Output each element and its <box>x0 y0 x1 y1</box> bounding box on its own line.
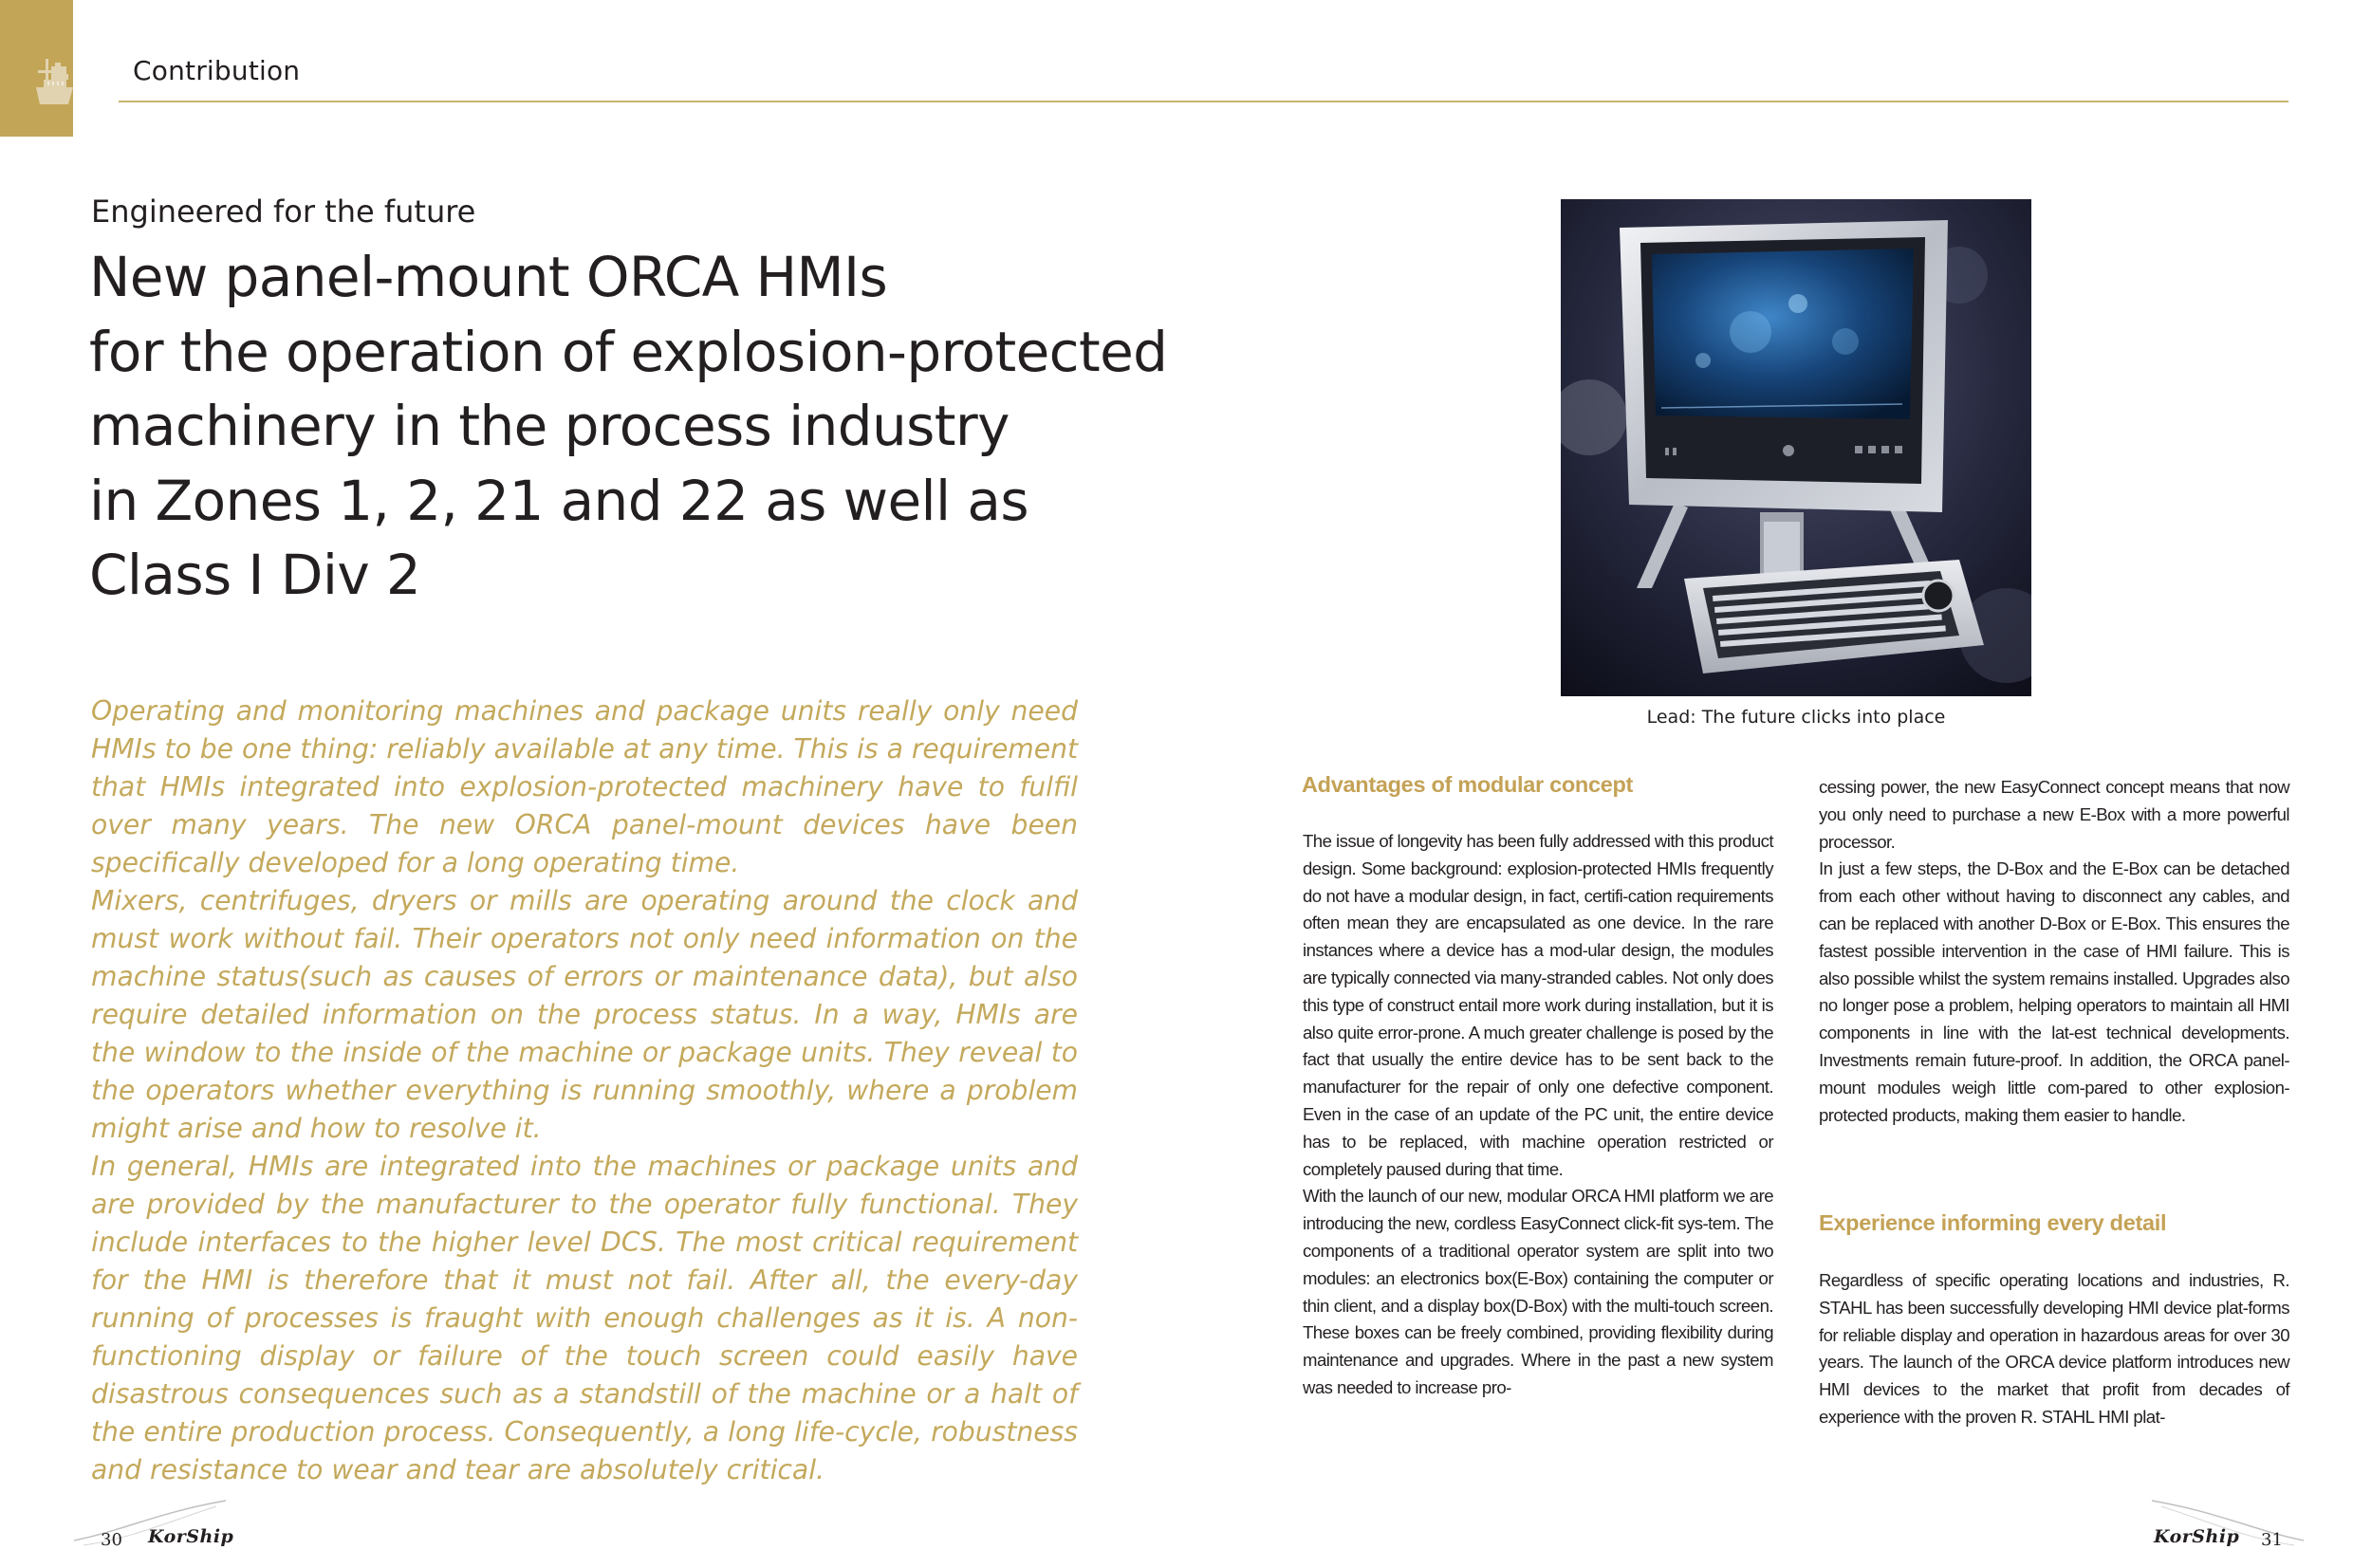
body-paragraph: The issue of longevity has been fully addressed with this product design. Some background: explosion-protected HMIs frequently do not have a modular design, in fact, certifi-cation requirements often mean they are encapsulated as one device. In the rare instances where a device has a mod-ular design, the modules are typically connected via many-stranded cables. Not only does this type of construct entail more work during installation, but it is also quite error-prone. A much greater challenge is posed by the fact that usually the entire device has to be sent back to the manufacturer for the repair of only one defective component. Even in the case of an update of the PC unit, the entire device has to be replaced, with machine operation restricted or completely paused during that time. <box>1303 831 1773 1179</box>
page-number-left: 30 <box>101 1530 122 1550</box>
lead-paragraph: Operating and monitoring machines and package units really only need HMIs to be one thing: reliably available at any time. This is a requirement that HMIs integrated into explosion-protected machinery have to fulfil over many years. The new ORCA panel-mount devices have been specifically developed for a long operating time. <box>91 695 1078 878</box>
article-kicker: Engineered for the future <box>91 194 476 230</box>
header-gold-tab <box>0 0 73 137</box>
lead-paragraph: In general, HMIs are integrated into the machines or package units and are provided by the manufacturer to the operator fully functional. They include interfaces to the higher level DCS. The most critical requirement for the HMI is therefore that it must not fail. After all, the every-day running of processes is fraught with enough challenges as it is. A non-functioning display or failure of the touch screen could easily have disastrous consequences such as a standstill of the machine or a halt of the entire production process. Consequently, a long life-cycle, robustness and resistance to wear and tear are absolutely critical. <box>91 1151 1078 1485</box>
body-column-1 <box>1303 828 1773 1402</box>
headline-line: New panel-mount ORCA HMIs <box>89 245 888 309</box>
korship-logo: KorShip <box>148 1526 234 1547</box>
section-heading: Experience informing every detail <box>1819 1210 2167 1235</box>
headline-line: machinery in the process industry <box>89 394 1010 458</box>
section-label: Contribution <box>133 55 301 86</box>
headline-line: for the operation of explosion-protected <box>89 319 1168 384</box>
header-divider <box>119 101 2288 102</box>
body-paragraph: cessing power, the new EasyConnect concept means that now you only need to purchase a new E-Box with a more powerful processor. <box>1819 777 2289 852</box>
article-headline <box>89 240 1168 613</box>
body-paragraph: Regardless of specific operating locations and industries, R. STAHL has been successfully developing HMI device plat-forms for reliable display and operation in hazardous areas for over 30 years. The launch of the ORCA device platform introduces new HMI devices to the market that profit from decades of experience with the proven R. STAHL HMI plat- <box>1819 1270 2289 1427</box>
body-column-2-continued <box>1819 1267 2289 1431</box>
body-column-2 <box>1819 774 2289 1129</box>
korship-logo: KorShip <box>2154 1526 2240 1547</box>
body-paragraph: In just a few steps, the D-Box and the E-Box can be detached from each other without having to disconnect any cables, and can be replaced with another D-Box or E-Box. This ensures the fastest possible intervention in the case of HMI failure. This is also possible whilst the system remains installed. Upgrades also no longer pose a problem, helping operators to maintain all HMI components in line with the lat-est technical developments. Investments remain future-proof. In addition, the ORCA panel-mount modules weigh little com-pared to other explosion-protected products, making them easier to handle. <box>1819 858 2289 1125</box>
body-paragraph: With the launch of our new, modular ORCA HMI platform we are introducing the new, cordless EasyConnect click-fit sys-tem. The components of a traditional operator system are split into two modules: an electronics box(E-Box) containing the computer or thin client, and a display box(D-Box) with the multi-touch screen. These boxes can be freely combined, providing flexibility during maintenance and upgrades. Where in the past a new system was needed to increase pro- <box>1303 1186 1773 1397</box>
hmi-panel-photo <box>1561 199 2031 696</box>
hmi-panel-photo-icon <box>1561 199 2031 696</box>
lead-paragraph: Mixers, centrifuges, dryers or mills are operating around the clock and must work without fail. Their operators not only need information on the machine status(such as causes of errors or maintenance data), but also require detailed information on the process status. In a way, HMIs are the window to the inside of the machine or package units. They reveal to the operators whether everything is running smoothly, where a problem might arise and how to resolve it. <box>91 885 1078 1144</box>
headline-line: in Zones 1, 2, 21 and 22 as well as <box>89 468 1028 533</box>
headline-line: Class I Div 2 <box>89 543 421 607</box>
page-number-right: 31 <box>2261 1530 2283 1550</box>
section-heading: Advantages of modular concept <box>1302 772 1634 797</box>
lead-text <box>91 692 1078 1489</box>
photo-caption: Lead: The future clicks into place <box>1646 707 1946 728</box>
ship-logo-icon <box>0 0 73 137</box>
